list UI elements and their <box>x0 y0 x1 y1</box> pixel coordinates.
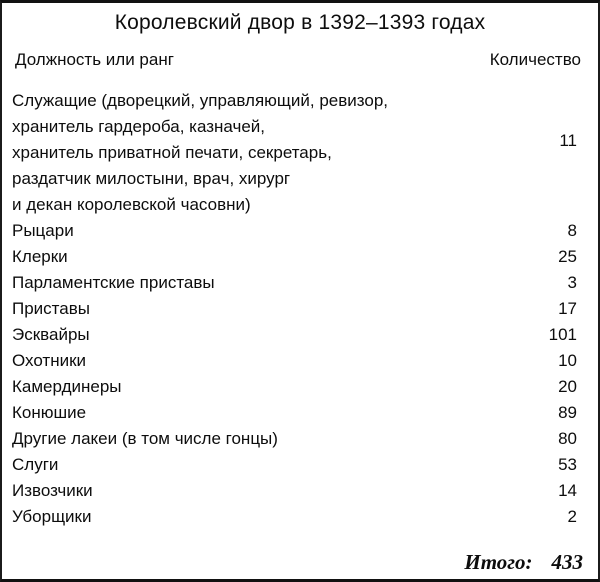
row-label-line: хранитель приватной печати, секретарь, <box>12 143 332 162</box>
row-count: 101 <box>548 325 577 344</box>
row-count: 3 <box>567 273 577 292</box>
table-rows <box>2 88 598 530</box>
row-count: 25 <box>558 247 577 266</box>
row-label-line: Приставы <box>12 299 90 318</box>
row-count: 17 <box>558 299 577 318</box>
row-label <box>12 322 90 348</box>
table-row <box>12 426 577 452</box>
row-label <box>12 88 388 218</box>
table-row <box>12 374 577 400</box>
row-label <box>12 296 90 322</box>
row-label <box>12 244 68 270</box>
table-row <box>12 400 577 426</box>
column-header-count: Количество <box>489 50 581 69</box>
table-row <box>12 478 577 504</box>
row-label <box>12 400 86 426</box>
row-count: 8 <box>567 221 577 240</box>
row-label-line: и декан королевской часовни) <box>12 195 251 214</box>
row-count: 14 <box>558 481 577 500</box>
row-label-line: Эсквайры <box>12 325 90 344</box>
table-row <box>12 88 577 218</box>
row-count: 2 <box>567 507 577 526</box>
row-label-line: Служащие (дворецкий, управляющий, ревизор, <box>12 91 389 110</box>
row-label-line: Слуги <box>12 455 59 474</box>
row-label-line: Парламентские приставы <box>12 273 215 292</box>
table-row <box>12 452 577 478</box>
row-label-line: раздатчик милостыни, врач, хирург <box>12 169 291 188</box>
page-title: Королевский двор в 1392–1393 годах <box>114 11 486 34</box>
row-label <box>12 348 86 374</box>
row-count: 10 <box>558 351 577 370</box>
total-label: Итого: <box>464 550 533 574</box>
row-label-line: Конюшие <box>12 403 87 422</box>
row-label <box>12 478 93 504</box>
row-label-line: Другие лакеи (в том числе гонцы) <box>12 429 278 448</box>
column-header-position: Должность или ранг <box>15 50 174 69</box>
table-row <box>12 244 577 270</box>
row-label-line: Охотники <box>12 351 87 370</box>
row-label-line: Клерки <box>12 247 68 266</box>
row-label-line: Извозчики <box>12 481 93 500</box>
row-label <box>12 218 74 244</box>
row-label-line: Уборщики <box>12 507 92 526</box>
row-label-line: хранитель гардероба, казначей, <box>12 117 266 136</box>
row-label-line: Рыцари <box>12 221 74 240</box>
row-count: 53 <box>558 455 577 474</box>
row-label <box>12 374 122 400</box>
row-label <box>12 270 215 296</box>
table-row <box>12 504 577 530</box>
row-label <box>12 426 278 452</box>
table-header <box>2 50 598 70</box>
table-row <box>12 296 577 322</box>
row-label <box>12 452 58 478</box>
total-value: 433 <box>551 550 583 574</box>
row-count: 11 <box>559 131 577 150</box>
table-row <box>12 348 577 374</box>
table-row <box>12 218 577 244</box>
table-row <box>12 270 577 296</box>
table-row <box>12 322 577 348</box>
row-label <box>12 504 92 530</box>
total-row <box>2 549 598 575</box>
row-count: 80 <box>558 429 577 448</box>
row-count: 89 <box>558 403 577 422</box>
row-label-line: Камердинеры <box>12 377 122 396</box>
row-count: 20 <box>558 377 577 396</box>
